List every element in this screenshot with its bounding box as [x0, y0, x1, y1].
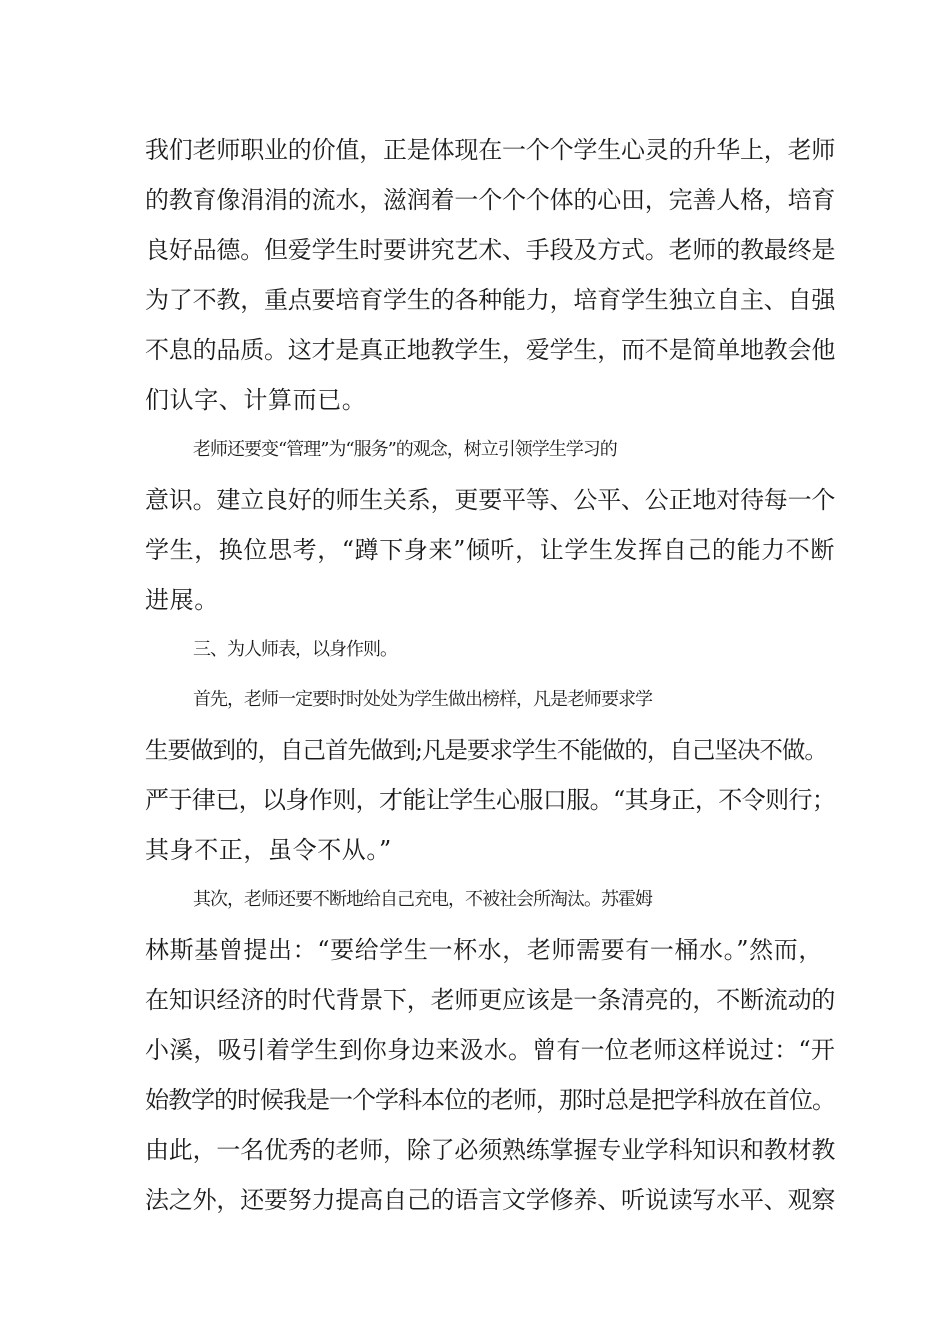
- paragraph-first-line: 老师还要变“管理”为“服务”的观念，树立引领学生学习的: [193, 439, 617, 460]
- text-line: 的教育像涓涓的流水，滋润着一个个个体的心田，完善人格，培育: [145, 186, 836, 214]
- text-line: 不息的品质。这才是真正地教学生，爱学生，而不是简单地教会他: [145, 336, 836, 364]
- paragraph-first-line: 其次，老师还要不断地给自己充电，不被社会所淘汰。苏霍姆: [193, 889, 652, 910]
- text-line: 们认字、计算而已。: [145, 386, 367, 414]
- section-heading: 三、为人师表，以身作则。: [193, 639, 397, 660]
- text-line: 学生，换位思考，“蹲下身来”倾听，让学生发挥自己的能力不断: [145, 536, 835, 564]
- text-line: 小溪，吸引着学生到你身边来汲水。曾有一位老师这样说过：“开: [145, 1036, 836, 1064]
- paragraph-first-line: 首先，老师一定要时时处处为学生做出榜样，凡是老师要求学: [193, 689, 652, 710]
- text-line: 意识。建立良好的师生关系，更要平等、公平、公正地对待每一个: [145, 486, 836, 514]
- text-line: 良好品德。但爱学生时要讲究艺术、手段及方式。老师的教最终是: [145, 236, 836, 264]
- text-line: 法之外，还要努力提高自己的语言文学修养、听说读写水平、观察: [145, 1186, 836, 1214]
- text-line: 生要做到的，自己首先做到;凡是要求学生不能做的，自己坚决不做。: [145, 736, 827, 764]
- text-line: 始教学的时候我是一个学科本位的老师，那时总是把学科放在首位。: [145, 1086, 835, 1114]
- text-line: 为了不教，重点要培育学生的各种能力，培育学生独立自主、自强: [145, 286, 836, 314]
- text-line: 由此，一名优秀的老师，除了必须熟练掌握专业学科知识和教材教: [145, 1136, 836, 1164]
- text-line: 我们老师职业的价值，正是体现在一个个学生心灵的升华上，老师: [145, 136, 836, 164]
- text-line: 进展。: [145, 586, 219, 614]
- text-line: 严于律已，以身作则，才能让学生心服口服。“其身正，不令则行；: [145, 786, 836, 814]
- text-line: 林斯基曾提出：“要给学生一杯水，老师需要有一桶水。”然而，: [145, 936, 823, 964]
- text-line: 在知识经济的时代背景下，老师更应该是一条清亮的，不断流动的: [145, 986, 836, 1014]
- text-line: 其身不正，虽令不从。”: [145, 836, 392, 864]
